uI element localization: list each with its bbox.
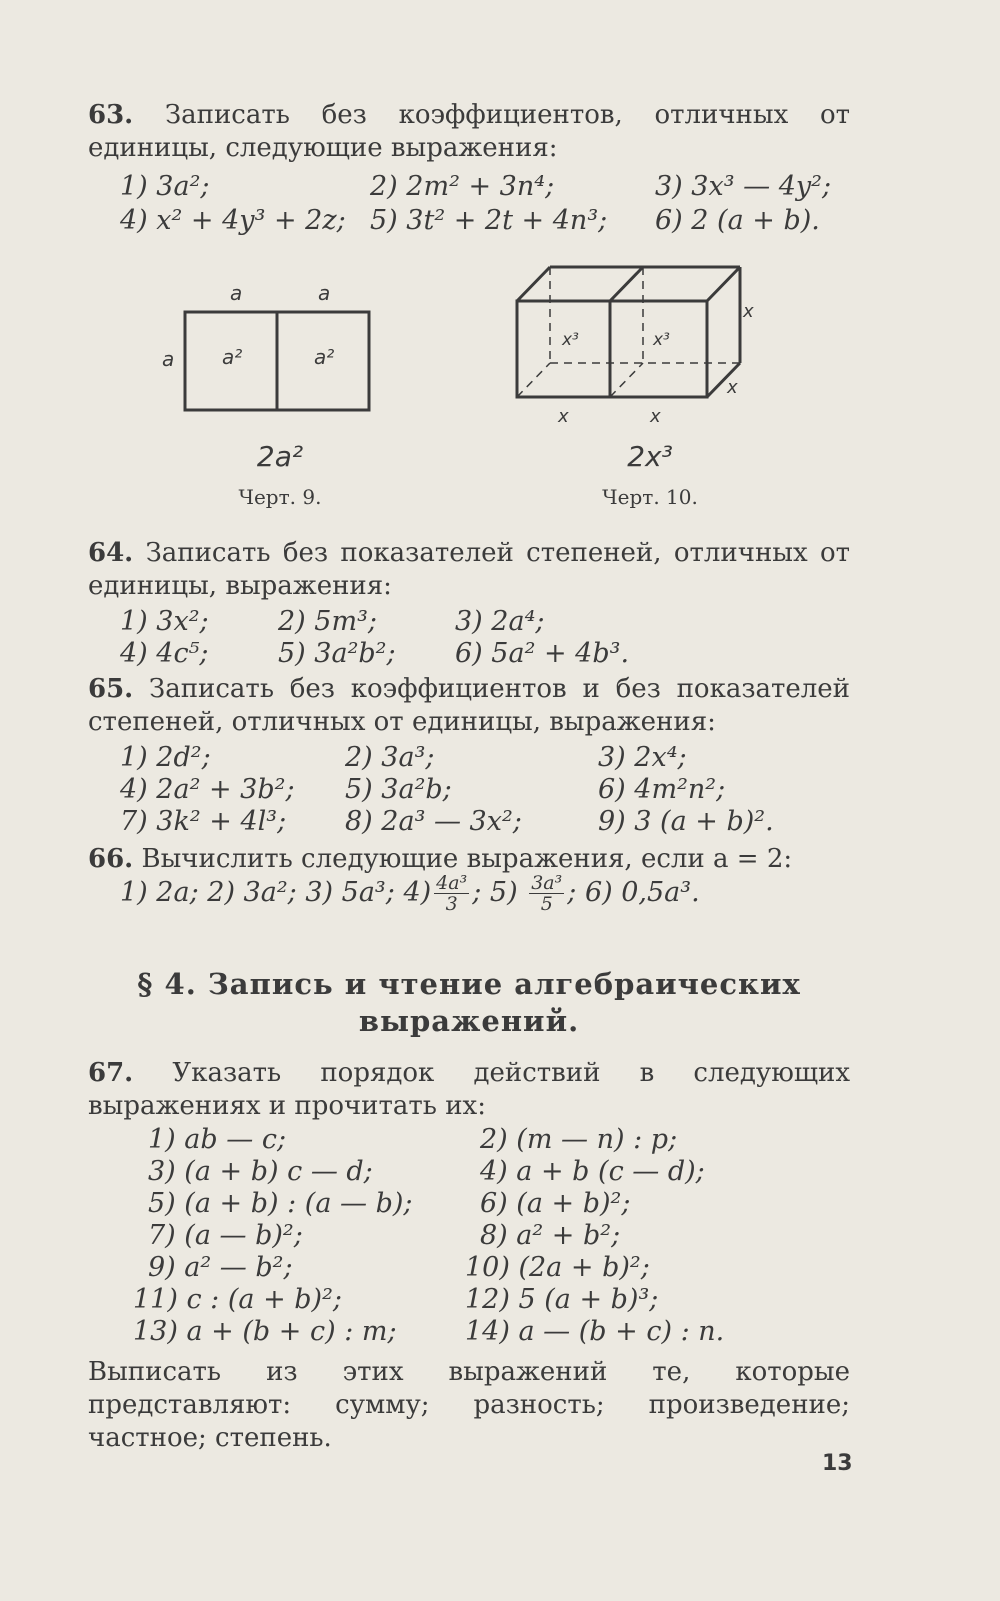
problem-64-text	[88, 537, 850, 603]
section-heading-line2: выражений.	[358, 1004, 580, 1038]
expression: 14) a — (b + c) : n.	[465, 1316, 725, 1347]
side-label: a	[230, 281, 243, 305]
expression: 8) 2a³ — 3x²;	[345, 806, 522, 837]
expression: 4) a + b (c — d);	[480, 1156, 705, 1187]
expression: ; 5)	[472, 877, 518, 908]
problem-number: 66.	[88, 844, 134, 874]
expression: 5) 3t² + 2t + 4n³;	[370, 205, 608, 236]
expression: 3) 3x³ — 4y²;	[655, 171, 832, 202]
cell-label: x³	[653, 330, 670, 350]
expression: 7) (a — b)²;	[148, 1220, 303, 1251]
side-label: a	[162, 347, 175, 371]
expression: 3) 2a⁴;	[455, 606, 545, 637]
expression: 2) 3a³;	[345, 742, 435, 773]
problem-67-text	[88, 1057, 850, 1123]
edge-label: x	[558, 406, 569, 427]
problem-number: 65.	[88, 674, 134, 704]
expression: 2) 5m³;	[278, 606, 377, 637]
figure-9-caption: Черт. 9.	[238, 485, 322, 509]
expression: 6) 5a² + 4b³.	[455, 638, 630, 669]
expression: 6) 4m²n²;	[598, 774, 726, 805]
fraction	[434, 873, 469, 914]
expression: 4)	[403, 877, 432, 908]
expression: 1) 3x²;	[120, 606, 209, 637]
fraction-numerator: 4a³	[436, 872, 468, 894]
expression: 2) (m — n) : p;	[480, 1124, 678, 1155]
problem-65-text	[88, 673, 850, 739]
expression: ; 6) 0,5a³.	[567, 877, 700, 908]
problem-67-task: Выписать из этих выражений те, которые представляют: сумму; разность; произведение; частное; степень.	[88, 1357, 850, 1453]
expression: 3) 2x⁴;	[598, 742, 687, 773]
expression: 4) x² + 4y³ + 2z;	[120, 205, 346, 236]
cell-label: a²	[222, 345, 243, 369]
expression: 9) a² — b²;	[148, 1252, 293, 1283]
fraction	[529, 873, 564, 914]
expression: 1) 2a;	[120, 877, 199, 908]
fraction-denominator: 3	[445, 893, 458, 915]
expression: 13) a + (b + c) : m;	[133, 1316, 397, 1347]
expression: 7) 3k² + 4l³;	[120, 806, 287, 837]
figure-10-cubes	[505, 255, 775, 435]
figure-9-rectangles	[150, 270, 410, 420]
edge-label: x	[650, 406, 661, 427]
problem-63-text	[88, 99, 850, 165]
expression: 11) c : (a + b)²;	[133, 1284, 343, 1315]
expression: 1) 3a²;	[120, 171, 210, 202]
problem-number: 67.	[88, 1058, 134, 1088]
figure-10-formula: 2x³	[627, 440, 673, 473]
expression: 4) 4c⁵;	[120, 638, 209, 669]
expression: 9) 3 (a + b)².	[598, 806, 774, 837]
expression: 12) 5 (a + b)³;	[465, 1284, 659, 1315]
problem-66-text	[88, 843, 850, 876]
figure-9-formula: 2a²	[256, 440, 304, 473]
page-number: 13	[822, 1451, 853, 1476]
expression: 2) 3a²;	[207, 877, 297, 908]
problem-66-items	[120, 873, 700, 914]
figure-10-caption: Черт. 10.	[602, 485, 698, 509]
problem-statement: Записать без показателей степеней, отличных от единицы, выражения:	[88, 538, 850, 601]
expression: 3) 5a³;	[305, 877, 395, 908]
expression: 2) 2m² + 3n⁴;	[370, 171, 555, 202]
problem-statement: Вычислить следующие выражения, если a = 2:	[133, 844, 793, 874]
cell-label: x³	[562, 330, 579, 350]
problem-number: 63.	[88, 100, 134, 130]
expression: 10) (2a + b)²;	[465, 1252, 650, 1283]
fraction-numerator: 3a³	[531, 872, 563, 894]
expression: 1) 2d²;	[120, 742, 211, 773]
expression: 6) (a + b)²;	[480, 1188, 631, 1219]
expression: 5) (a + b) : (a — b);	[148, 1188, 413, 1219]
edge-label: x	[727, 377, 738, 398]
problem-number: 64.	[88, 538, 134, 568]
fraction-denominator: 5	[540, 893, 553, 915]
section-heading-line1: § 4. Запись и чтение алгебраических	[137, 967, 801, 1001]
expression: 3) (a + b) c — d;	[148, 1156, 373, 1187]
problem-statement: Записать без коэффициентов и без показателей степеней, отличных от единицы, выражения:	[88, 674, 850, 737]
expression: 1) ab — c;	[148, 1124, 287, 1155]
problem-statement: Указать порядок действий в следующих выражениях и прочитать их:	[88, 1058, 850, 1121]
expression: 6) 2 (a + b).	[655, 205, 820, 236]
cell-label: a²	[314, 345, 335, 369]
side-label: a	[318, 281, 331, 305]
expression: 5) 3a²b²;	[278, 638, 396, 669]
problem-statement: Записать без коэффициентов, отличных от единицы, следующие выражения:	[88, 100, 850, 163]
expression: 8) a² + b²;	[480, 1220, 621, 1251]
expression: 4) 2a² + 3b²;	[120, 774, 295, 805]
edge-label: x	[743, 301, 754, 322]
expression: 5) 3a²b;	[345, 774, 452, 805]
